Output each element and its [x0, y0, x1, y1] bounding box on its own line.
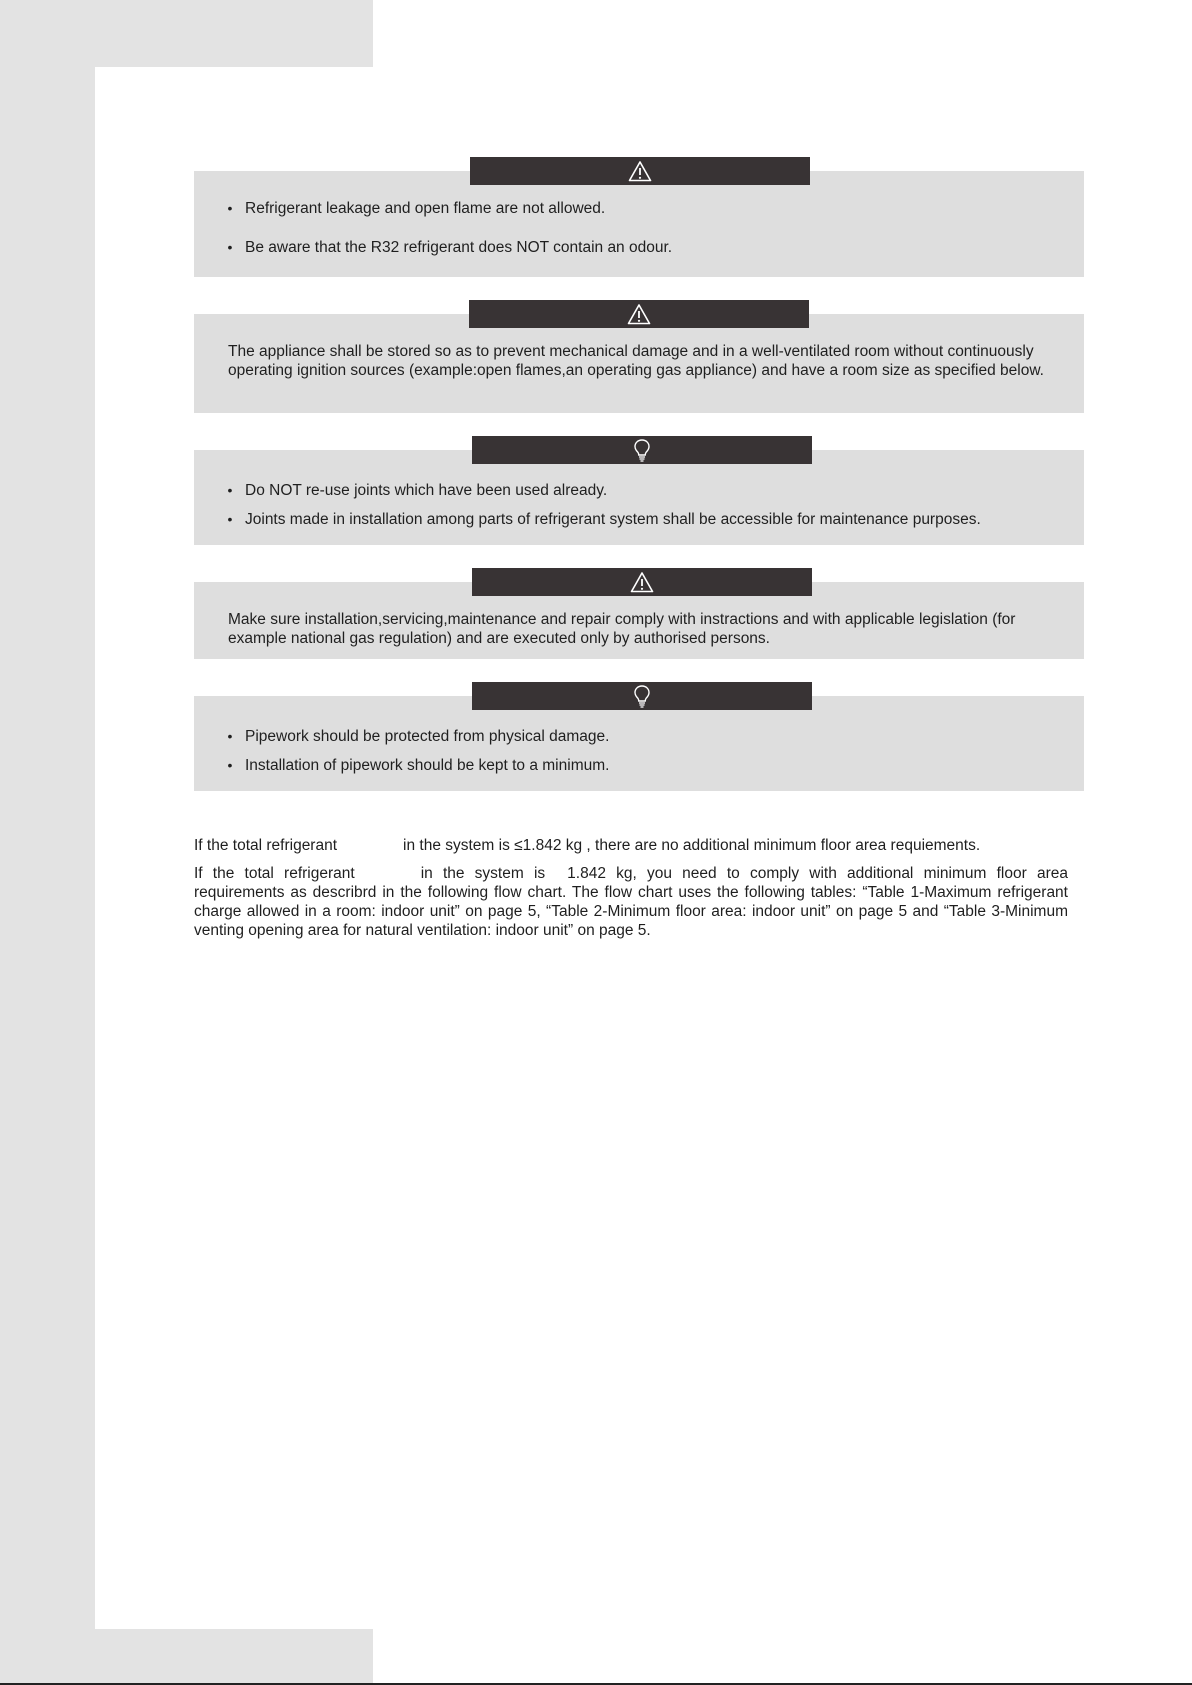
warning-box-2 — [194, 314, 1084, 413]
bullet: • — [227, 511, 233, 527]
warning-header-3 — [472, 568, 812, 596]
list-item — [226, 727, 609, 746]
notice-paragraph: Make sure installation,servicing,maintenance and repair comply with instractions and with applicable legislation (for example national gas regulation) and are executed only by authorised persons. — [228, 611, 1016, 647]
bullet: • — [227, 482, 233, 498]
paragraph-text: 1.842 kg, you need to comply with additional minimum floor area requirements as describrd in the following flow chart. The flow chart uses the following tables: “Table 1-Maximum refrigerant charge allowed in a room: indoor unit” on page 5, “Table 2-Minimum floor area: indoor unit” on page 5 and “Table 3-Minimum venting opening area for natural ventilation: indoor unit” on page 5. — [194, 865, 1068, 939]
warning-triangle-icon — [630, 571, 654, 593]
notice-bullet-text: Installation of pipework should be kept to a minimum. — [245, 757, 610, 774]
bullet: • — [227, 757, 233, 773]
body-paragraph-1 — [194, 836, 1068, 855]
body-paragraph-2 — [194, 864, 1068, 940]
warning-header-1 — [470, 157, 810, 185]
page-margin-top — [0, 0, 373, 67]
paragraph-text: If the total refrigerant — [194, 837, 338, 854]
paragraph-text: If the total refrigerant — [194, 865, 355, 882]
page-margin-left — [0, 0, 95, 1685]
warning-box-1 — [194, 171, 1084, 277]
paragraph-text: in the system is ≤1.842 kg , there are no additional minimum floor area requiements. — [403, 837, 981, 854]
lightbulb-icon — [632, 684, 652, 708]
notice-bullet-text: Pipework should be protected from physical damage. — [245, 728, 610, 745]
list-item — [226, 510, 981, 529]
notice-bullet-text: Refrigerant leakage and open flame are not allowed. — [245, 200, 606, 217]
bullet: • — [227, 200, 233, 216]
notice-bullet-text: Be aware that the R32 refrigerant does NOT contain an odour. — [245, 239, 673, 256]
tip-header-2 — [472, 682, 812, 710]
bullet: • — [227, 239, 233, 255]
bullet: • — [227, 728, 233, 744]
lightbulb-icon — [632, 438, 652, 462]
warning-header-2 — [469, 300, 809, 328]
list-item — [226, 199, 605, 218]
list-item — [226, 756, 609, 775]
tip-header-1 — [472, 436, 812, 464]
warning-triangle-icon — [628, 160, 652, 182]
list-item — [226, 238, 672, 257]
tip-box-2 — [194, 696, 1084, 791]
list-item — [226, 481, 607, 500]
warning-box-3 — [194, 582, 1084, 659]
notice-paragraph: The appliance shall be stored so as to prevent mechanical damage and in a well-ventilated room without continuously operating ignition sources (example:open flames,an operating gas appliance) and have a room size as specified below. — [228, 343, 1044, 379]
notice-bullet-text: Joints made in installation among parts of refrigerant system shall be accessible for maintenance purposes. — [245, 511, 981, 528]
notice-bullet-text: Do NOT re-use joints which have been used already. — [245, 482, 608, 499]
warning-triangle-icon — [627, 303, 651, 325]
paragraph-text: in the system is — [420, 865, 546, 882]
page-margin-bottom — [0, 1629, 373, 1685]
tip-box-1 — [194, 450, 1084, 545]
